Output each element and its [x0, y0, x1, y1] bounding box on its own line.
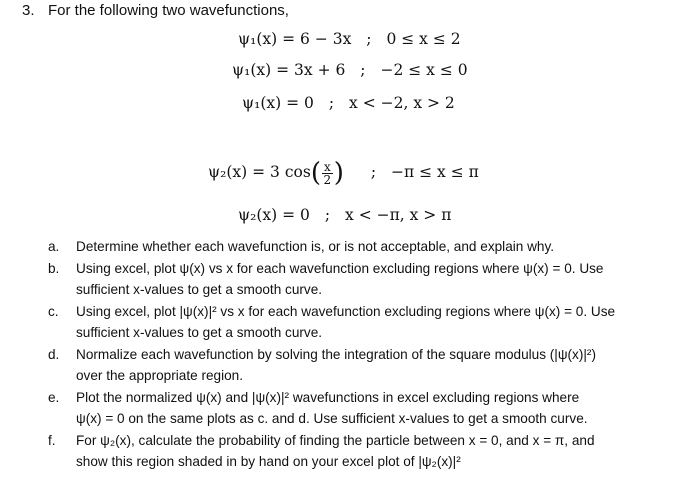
equation-lhs: ψ₁(x) = 0 — [242, 94, 314, 112]
item-label: b. — [48, 261, 60, 276]
item-label: f. — [48, 433, 56, 448]
item-line: Using excel, plot ψ(x) vs x for each wavefunction excluding regions where ψ(x) = 0. Use — [76, 261, 604, 276]
item-label: a. — [48, 239, 60, 254]
equation-psi2-cos — [208, 158, 479, 188]
right-paren-glyph: ) — [333, 158, 344, 188]
item-text — [76, 344, 686, 386]
equation-lhs: ψ₂(x) = 0 — [238, 206, 310, 224]
fraction-x-over-2 — [322, 161, 333, 186]
equation-separator: ; — [328, 94, 335, 112]
equation-psi2-zero — [238, 206, 451, 224]
equation-separator: ; — [370, 163, 377, 181]
fraction-numerator: x — [323, 159, 331, 174]
equation-condition: 0 ≤ x ≤ 2 — [386, 30, 461, 48]
equation-separator: ; — [324, 206, 331, 224]
equation-psi1-negative — [232, 61, 468, 79]
item-text — [76, 430, 686, 472]
equation-lhs: ψ₁(x) = 6 − 3x — [238, 30, 352, 48]
item-text — [76, 258, 686, 300]
item-label: c. — [48, 304, 59, 319]
fraction-denominator: 2 — [323, 172, 332, 187]
item-line: sufficient x-values to get a smooth curve. — [76, 282, 323, 297]
question-title: For the following two wavefunctions, — [48, 2, 289, 19]
item-line: Determine whether each wavefunction is, or is not acceptable, and explain why. — [76, 239, 555, 254]
equation-psi1-zero — [242, 94, 455, 112]
equation-condition: −π ≤ x ≤ π — [391, 163, 479, 181]
left-paren-glyph: ( — [310, 158, 321, 188]
equation-lhs: ψ₁(x) = 3x + 6 — [232, 61, 346, 79]
item-line: Normalize each wavefunction by solving the integration of the square modulus (|ψ(x)|²) — [76, 347, 596, 362]
item-text — [76, 387, 686, 429]
equation-condition: x < −π, x > π — [345, 206, 452, 224]
equation-condition: −2 ≤ x ≤ 0 — [380, 61, 468, 79]
equation-condition: x < −2, x > 2 — [349, 94, 455, 112]
item-line: sufficient x-values to get a smooth curve. — [76, 325, 323, 340]
item-line: For ψ₂(x), calculate the probability of finding the particle between x = 0, and x = π, and — [76, 433, 595, 448]
equation-lhs: ψ₂(x) = 3 cos — [208, 163, 311, 181]
item-line: Plot the normalized ψ(x) and |ψ(x)|² wavefunctions in excel excluding regions where — [76, 390, 580, 405]
item-line: show this region shaded in by hand on your excel plot of |ψ₂(x)|² — [76, 454, 461, 469]
item-line: Using excel, plot |ψ(x)|² vs x for each wavefunction excluding regions where ψ(x) = 0. Use — [76, 304, 616, 319]
item-line: over the appropriate region. — [76, 368, 244, 383]
question-number: 3. — [22, 2, 35, 19]
item-label: e. — [48, 390, 60, 405]
item-line: ψ(x) = 0 on the same plots as c. and d. Use sufficient x-values to get a smooth curve. — [76, 411, 588, 426]
item-label: d. — [48, 347, 60, 362]
equation-separator: ; — [366, 30, 372, 48]
equation-separator: ; — [360, 61, 366, 79]
equation-psi1-positive — [238, 30, 461, 48]
item-text — [76, 301, 686, 343]
item-text — [76, 236, 686, 257]
